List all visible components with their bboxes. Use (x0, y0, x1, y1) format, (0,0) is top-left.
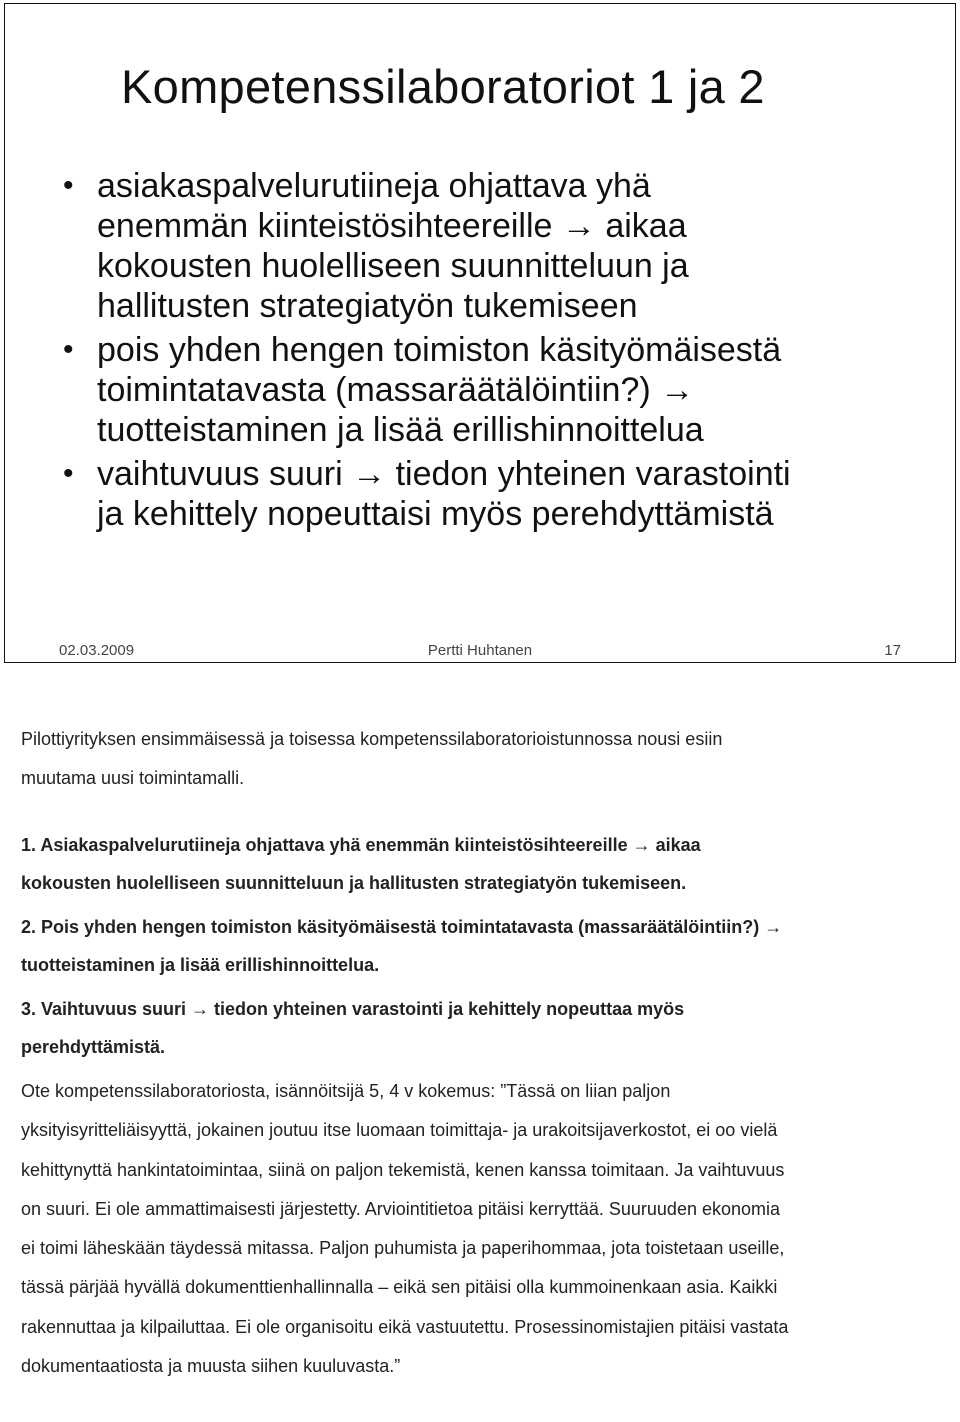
notes-line: perehdyttämistä. (21, 1037, 166, 1057)
notes-line: dokumentaatiosta ja muusta siihen kuuluvasta.” (21, 1356, 401, 1377)
notes-intro (21, 720, 941, 798)
notes-line: ei toimi läheskään täydessä mitassa. Paljon puhumista ja paperihommaa, jota toistetaan useille, (21, 1238, 785, 1259)
speaker-notes (21, 720, 941, 1386)
bullet-line: pois yhden hengen toimiston käsityömäisestä (97, 331, 782, 369)
notes-line: kokousten huolelliseen suunnitteluun ja hallitusten strategiatyön tukemiseen. (21, 873, 687, 893)
notes-line: 2. Pois yhden hengen toimiston käsityömäisestä toimintatavasta (massaräätälöintiin?) → (21, 917, 783, 937)
footer-author: Pertti Huhtanen (427, 642, 533, 659)
notes-item-2 (21, 908, 941, 984)
notes-line: muutama uusi toimintamalli. (21, 768, 245, 788)
bullet-list (63, 166, 933, 538)
bullet-line: ja kehittely nopeuttaisi myös perehdyttämistä (97, 495, 774, 533)
bullet-line: toimintatavasta (massaräätälöintiin?) → (97, 371, 695, 409)
notes-item-1 (21, 826, 941, 902)
bullet-dot-icon: • (63, 457, 74, 490)
notes-line: rakennuttaa ja kilpailuttaa. Ei ole organisoitu eikä vastuutettu. Prosessinomistajien pitäisi vastata (21, 1316, 789, 1337)
notes-line: on suuri. Ei ole ammattimaisesti järjestetty. Arviointitietoa pitäisi kerryttää. Suuruuden ekonomia (21, 1198, 781, 1219)
bullet-dot-icon: • (63, 169, 74, 202)
bullet-line: hallitusten strategiatyön tukemiseen (97, 287, 638, 325)
footer-date: 02.03.2009 (59, 642, 135, 659)
notes-line: yksityisyritteliäisyyttä, jokainen joutuu itse luomaan toimittaja- ja urakoitsijaverkostot, ei oo vielä (21, 1120, 778, 1141)
notes-quote (21, 1072, 941, 1386)
bullet-line: tuotteistaminen ja lisää erillishinnoittelua (97, 411, 704, 449)
notes-line: 3. Vaihtuvuus suuri → tiedon yhteinen varastointi ja kehittely nopeuttaa myös (21, 999, 685, 1019)
bullet-line: enemmän kiinteistösihteereille → aikaa (97, 207, 687, 245)
notes-line: kehittynyttä hankintatoimintaa, siinä on paljon tekemistä, kenen kanssa toimitaan. Ja vaihtuvuus (21, 1159, 785, 1180)
notes-line: Ote kompetenssilaboratoriosta, isännöitsijä 5, 4 v kokemus: ”Tässä on liian paljon (21, 1081, 671, 1101)
bullet-line: asiakaspalvelurutiineja ohjattava yhä (97, 167, 651, 205)
notes-line: Pilottiyrityksen ensimmäisessä ja toisessa kompetenssilaboratorioistunnossa nousi esiin (21, 729, 723, 749)
bullet-item (63, 166, 933, 326)
bullet-line: vaihtuvuus suuri → tiedon yhteinen varastointi (97, 455, 791, 493)
slide (4, 3, 956, 663)
notes-line: 1. Asiakaspalvelurutiineja ohjattava yhä enemmän kiinteistösihteereille → aikaa (21, 835, 701, 855)
notes-line: tässä pärjää hyvällä dokumenttienhallinnalla – eikä sen pitäisi olla kummoinenkaan asia. Kaikki (21, 1277, 778, 1298)
notes-line: tuotteistaminen ja lisää erillishinnoittelua. (21, 955, 380, 975)
slide-title: Kompetenssilaboratoriot 1 ja 2 (121, 60, 765, 113)
bullet-line: kokousten huolelliseen suunnitteluun ja (97, 247, 689, 285)
bullet-dot-icon: • (63, 333, 74, 366)
bullet-item (63, 330, 933, 450)
bullet-item (63, 454, 933, 534)
footer-page-number: 17 (884, 642, 901, 659)
notes-item-3 (21, 990, 941, 1066)
